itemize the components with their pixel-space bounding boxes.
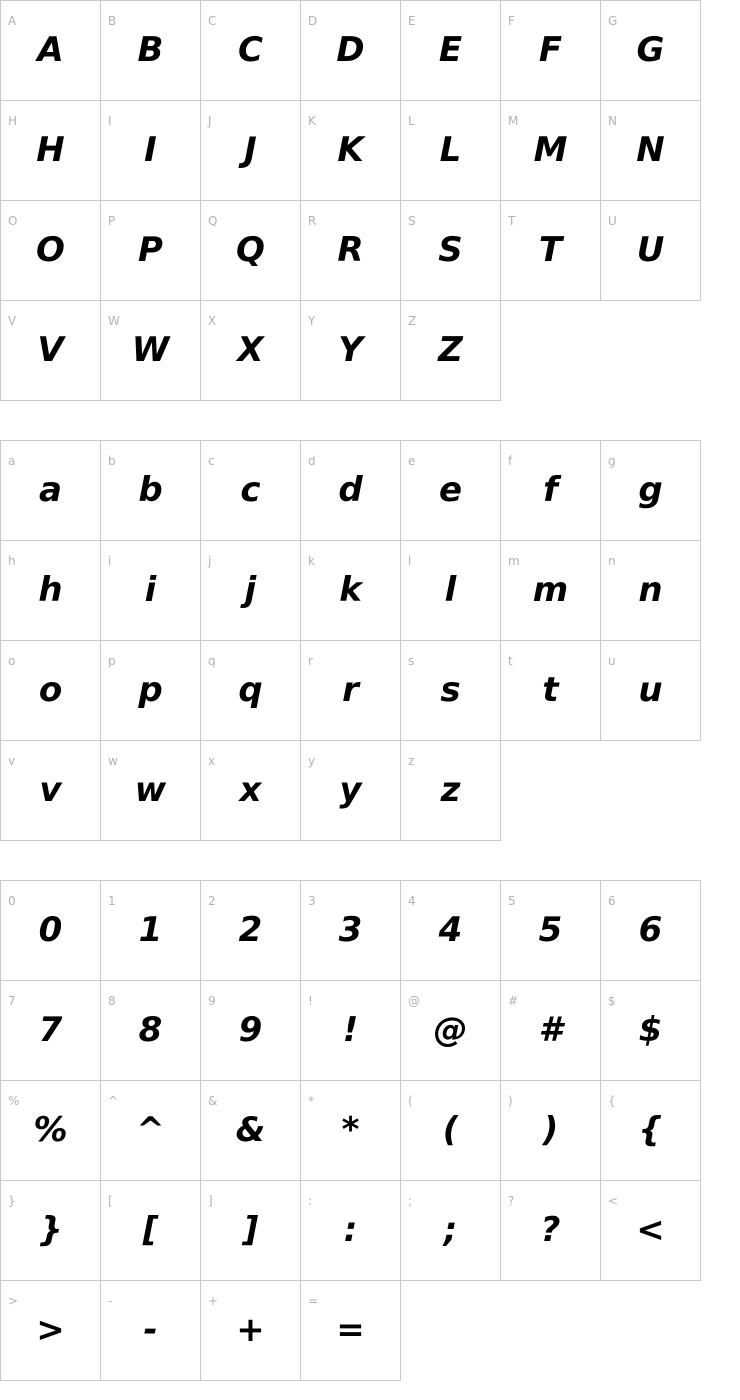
glyph-cell xyxy=(401,641,501,741)
glyph-preview: O xyxy=(36,230,65,270)
glyph-code-label: t xyxy=(508,654,513,668)
glyph-preview: U xyxy=(636,230,665,270)
glyph-preview: N xyxy=(636,130,665,170)
glyph-cell xyxy=(601,101,701,201)
glyph-cell xyxy=(1,641,101,741)
glyph-preview: 5 xyxy=(538,910,563,950)
glyph-code-label: q xyxy=(208,654,216,668)
glyph-row xyxy=(1,641,701,741)
glyph-preview: * xyxy=(341,1110,360,1150)
glyph-cell xyxy=(301,981,401,1081)
glyph-code-label: L xyxy=(408,114,415,128)
glyph-code-label: 7 xyxy=(8,994,16,1008)
glyph-preview: [ xyxy=(142,1210,159,1250)
glyph-code-label: O xyxy=(8,214,18,228)
glyph-code-label: < xyxy=(608,1194,619,1208)
glyph-code-label: { xyxy=(608,1094,616,1108)
glyph-code-label: V xyxy=(8,314,17,328)
glyph-preview: = xyxy=(336,1310,365,1350)
glyph-preview: < xyxy=(636,1210,665,1250)
glyph-preview: ^ xyxy=(136,1110,165,1150)
glyph-cell xyxy=(201,541,301,641)
glyph-code-label: f xyxy=(508,454,513,468)
glyph-row xyxy=(1,201,701,301)
glyph-preview: h xyxy=(38,570,63,610)
glyph-code-label: 6 xyxy=(608,894,616,908)
glyph-cell xyxy=(301,301,401,401)
glyph-code-label: e xyxy=(408,454,416,468)
glyph-cell xyxy=(1,101,101,201)
glyph-code-label: I xyxy=(108,114,112,128)
glyph-cell xyxy=(101,1081,201,1181)
glyph-code-label: A xyxy=(8,14,17,28)
glyph-row xyxy=(1,1081,701,1181)
glyph-cell xyxy=(1,1,101,101)
glyph-preview: W xyxy=(131,330,170,370)
glyph-cell xyxy=(501,541,601,641)
glyph-cell xyxy=(601,201,701,301)
glyph-code-label: $ xyxy=(608,994,616,1008)
glyph-cell xyxy=(301,1,401,101)
glyph-preview: n xyxy=(638,570,663,610)
glyph-code-label: m xyxy=(508,554,520,568)
glyph-preview: T xyxy=(538,230,563,270)
glyph-cell xyxy=(201,741,301,841)
glyph-preview: b xyxy=(138,470,163,510)
glyph-preview: Z xyxy=(438,330,463,370)
glyph-row xyxy=(1,881,701,981)
glyph-preview: P xyxy=(138,230,163,270)
glyph-cell xyxy=(401,981,501,1081)
glyph-code-label: p xyxy=(108,654,116,668)
glyph-preview: a xyxy=(39,470,62,510)
glyph-cell xyxy=(101,881,201,981)
glyph-code-label: C xyxy=(208,14,217,28)
glyph-cell xyxy=(301,1081,401,1181)
glyph-cell xyxy=(201,301,301,401)
glyph-cell xyxy=(201,1081,301,1181)
glyph-preview: 9 xyxy=(238,1010,263,1050)
glyph-cell xyxy=(401,741,501,841)
glyph-preview: d xyxy=(338,470,363,510)
glyph-code-label: S xyxy=(408,214,416,228)
glyph-code-label: 3 xyxy=(308,894,316,908)
glyph-code-label: i xyxy=(108,554,112,568)
lowercase-glyph-grid xyxy=(0,440,701,841)
glyph-code-label: Z xyxy=(408,314,417,328)
glyph-row xyxy=(1,1281,701,1381)
glyph-code-label: n xyxy=(608,554,616,568)
glyph-preview: A xyxy=(37,30,64,70)
glyph-code-label: j xyxy=(208,554,212,568)
glyph-code-label: v xyxy=(8,754,16,768)
glyph-preview: z xyxy=(440,770,461,810)
glyph-cell xyxy=(501,201,601,301)
glyph-row xyxy=(1,1,701,101)
glyph-preview: g xyxy=(638,470,663,510)
glyph-row xyxy=(1,741,701,841)
glyph-cell xyxy=(201,641,301,741)
glyph-cell xyxy=(1,301,101,401)
glyph-cell xyxy=(201,201,301,301)
glyph-code-label: b xyxy=(108,454,116,468)
glyph-cell xyxy=(501,1,601,101)
glyph-preview: H xyxy=(36,130,65,170)
glyph-preview: D xyxy=(336,30,365,70)
glyph-cell xyxy=(501,981,601,1081)
glyph-cell xyxy=(101,981,201,1081)
glyph-cell xyxy=(201,981,301,1081)
glyph-code-label: W xyxy=(108,314,120,328)
glyph-cell xyxy=(301,201,401,301)
glyph-preview: B xyxy=(137,30,164,70)
glyph-cell xyxy=(1,1181,101,1281)
glyph-preview: w xyxy=(134,770,167,810)
glyph-code-label: F xyxy=(508,14,515,28)
glyph-cell xyxy=(501,641,601,741)
glyph-preview: S xyxy=(438,230,463,270)
glyph-row xyxy=(1,541,701,641)
glyph-code-label: @ xyxy=(408,994,420,1008)
glyph-preview: e xyxy=(438,470,463,510)
glyph-cell xyxy=(501,101,601,201)
glyph-cell xyxy=(601,441,701,541)
glyph-code-label: : xyxy=(308,1194,313,1208)
digits-symbols-glyph-grid xyxy=(0,880,701,1381)
glyph-preview: R xyxy=(337,230,364,270)
glyph-code-label: P xyxy=(108,214,116,228)
glyph-preview: M xyxy=(533,130,568,170)
glyph-code-label: U xyxy=(608,214,617,228)
glyph-cell xyxy=(501,441,601,541)
glyph-preview: u xyxy=(638,670,663,710)
glyph-code-label: J xyxy=(208,114,212,128)
glyph-row xyxy=(1,301,701,401)
glyph-cell xyxy=(101,441,201,541)
glyph-row xyxy=(1,1181,701,1281)
glyph-code-label: 2 xyxy=(208,894,216,908)
glyph-preview: } xyxy=(38,1210,63,1250)
glyph-preview: F xyxy=(538,30,563,70)
glyph-code-label: s xyxy=(408,654,415,668)
glyph-cell xyxy=(1,441,101,541)
glyph-code-label: d xyxy=(308,454,316,468)
glyph-code-label: D xyxy=(308,14,318,28)
glyph-cell xyxy=(201,881,301,981)
glyph-preview: x xyxy=(239,770,262,810)
glyph-cell xyxy=(301,101,401,201)
glyph-cell xyxy=(601,881,701,981)
glyph-code-label: + xyxy=(208,1294,219,1308)
glyph-code-label: E xyxy=(408,14,416,28)
glyph-preview: & xyxy=(235,1110,266,1150)
glyph-cell xyxy=(301,881,401,981)
glyph-code-label: K xyxy=(308,114,316,128)
glyph-code-label: ^ xyxy=(108,1094,119,1108)
glyph-preview: + xyxy=(236,1310,265,1350)
glyph-code-label: & xyxy=(208,1094,218,1108)
glyph-preview: 3 xyxy=(338,910,363,950)
glyph-preview: Q xyxy=(236,230,265,270)
glyph-preview: : xyxy=(343,1210,358,1250)
glyph-code-label: ) xyxy=(508,1094,513,1108)
glyph-preview: 4 xyxy=(438,910,463,950)
glyph-code-label: 0 xyxy=(8,894,16,908)
glyph-preview: ; xyxy=(443,1210,458,1250)
glyph-preview: $ xyxy=(638,1010,663,1050)
glyph-preview: Y xyxy=(338,330,363,370)
glyph-cell xyxy=(101,541,201,641)
glyph-cell xyxy=(201,1281,301,1381)
glyph-code-label: g xyxy=(608,454,616,468)
glyph-code-label: x xyxy=(208,754,216,768)
glyph-preview: t xyxy=(542,670,559,710)
glyph-preview: m xyxy=(532,570,569,610)
glyph-preview: r xyxy=(342,670,359,710)
glyph-cell xyxy=(101,1,201,101)
glyph-preview: X xyxy=(237,330,264,370)
glyph-preview: j xyxy=(244,570,257,610)
glyph-cell xyxy=(101,301,201,401)
glyph-cell xyxy=(601,981,701,1081)
glyph-preview: 8 xyxy=(138,1010,163,1050)
glyph-code-label: ] xyxy=(208,1194,213,1208)
glyph-preview: c xyxy=(240,470,261,510)
glyph-cell xyxy=(101,1281,201,1381)
glyph-code-label: o xyxy=(8,654,16,668)
glyph-code-label: a xyxy=(8,454,16,468)
glyph-cell xyxy=(601,1,701,101)
glyph-code-label: z xyxy=(408,754,415,768)
glyph-cell xyxy=(301,1281,401,1381)
glyph-preview: 1 xyxy=(138,910,163,950)
glyph-code-label: N xyxy=(608,114,617,128)
glyph-preview: v xyxy=(39,770,62,810)
glyph-preview: i xyxy=(144,570,157,610)
glyph-cell xyxy=(101,1181,201,1281)
glyph-preview: k xyxy=(339,570,362,610)
glyph-code-label: X xyxy=(208,314,217,328)
glyph-code-label: 8 xyxy=(108,994,116,1008)
glyph-cell xyxy=(1,741,101,841)
glyph-cell xyxy=(101,101,201,201)
glyph-cell xyxy=(1,1281,101,1381)
glyph-cell xyxy=(401,101,501,201)
glyph-code-label: ! xyxy=(308,994,313,1008)
glyph-preview: f xyxy=(543,470,558,510)
glyph-preview: I xyxy=(144,130,157,170)
glyph-preview: L xyxy=(439,130,462,170)
glyph-code-label: y xyxy=(308,754,316,768)
glyph-preview: y xyxy=(339,770,362,810)
glyph-code-label: 4 xyxy=(408,894,416,908)
glyph-code-label: l xyxy=(408,554,412,568)
glyph-cell xyxy=(601,541,701,641)
glyph-preview: q xyxy=(238,670,263,710)
glyph-cell xyxy=(201,441,301,541)
glyph-code-label: Y xyxy=(308,314,316,328)
glyph-code-label: M xyxy=(508,114,519,128)
glyph-code-label: h xyxy=(8,554,16,568)
glyph-code-label: 9 xyxy=(208,994,216,1008)
glyph-cell xyxy=(501,881,601,981)
glyph-code-label: Q xyxy=(208,214,218,228)
glyph-cell xyxy=(601,1181,701,1281)
glyph-cell xyxy=(301,541,401,641)
glyph-preview: @ xyxy=(433,1010,468,1050)
glyph-preview: 6 xyxy=(638,910,663,950)
glyph-cell xyxy=(101,741,201,841)
glyph-preview: l xyxy=(444,570,457,610)
glyph-cell xyxy=(601,1081,701,1181)
glyph-cell xyxy=(401,441,501,541)
glyph-code-label: H xyxy=(8,114,18,128)
glyph-preview: G xyxy=(636,30,665,70)
glyph-cell xyxy=(101,201,201,301)
glyph-code-label: > xyxy=(8,1294,19,1308)
glyph-preview: C xyxy=(238,30,263,70)
glyph-cell xyxy=(201,1,301,101)
glyph-preview: % xyxy=(33,1110,68,1150)
glyph-preview: s xyxy=(440,670,461,710)
glyph-preview: ( xyxy=(442,1110,459,1150)
glyph-cell xyxy=(301,741,401,841)
glyph-row xyxy=(1,981,701,1081)
glyph-code-label: T xyxy=(508,214,516,228)
glyph-preview: ! xyxy=(342,1010,359,1050)
glyph-cell xyxy=(1,201,101,301)
glyph-preview: p xyxy=(138,670,163,710)
glyph-code-label: G xyxy=(608,14,618,28)
glyph-code-label: r xyxy=(308,654,313,668)
glyph-code-label: # xyxy=(508,994,519,1008)
glyph-cell xyxy=(1,981,101,1081)
glyph-code-label: * xyxy=(308,1094,314,1108)
glyph-code-label: - xyxy=(108,1294,113,1308)
glyph-preview: ) xyxy=(542,1110,559,1150)
glyph-cell xyxy=(301,441,401,541)
glyph-code-label: k xyxy=(308,554,315,568)
glyph-row xyxy=(1,101,701,201)
glyph-cell xyxy=(401,1081,501,1181)
glyph-cell xyxy=(201,1181,301,1281)
glyph-code-label: w xyxy=(108,754,118,768)
glyph-preview: 0 xyxy=(38,910,63,950)
glyph-preview: ? xyxy=(540,1210,561,1250)
glyph-preview: E xyxy=(438,30,463,70)
glyph-code-label: ? xyxy=(508,1194,515,1208)
glyph-row xyxy=(1,441,701,541)
glyph-cell xyxy=(501,1081,601,1181)
glyph-preview: ] xyxy=(242,1210,259,1250)
glyph-cell xyxy=(401,1181,501,1281)
glyph-cell xyxy=(201,101,301,201)
glyph-preview: V xyxy=(37,330,64,370)
glyph-preview: 2 xyxy=(238,910,263,950)
glyph-cell xyxy=(1,881,101,981)
glyph-cell xyxy=(401,301,501,401)
glyph-preview: - xyxy=(143,1310,158,1350)
glyph-code-label: ; xyxy=(408,1194,413,1208)
glyph-code-label: c xyxy=(208,454,215,468)
glyph-cell xyxy=(401,1,501,101)
glyph-code-label: [ xyxy=(108,1194,113,1208)
uppercase-glyph-grid xyxy=(0,0,701,401)
glyph-preview: 7 xyxy=(38,1010,63,1050)
glyph-code-label: B xyxy=(108,14,117,28)
glyph-cell xyxy=(601,641,701,741)
glyph-code-label: R xyxy=(308,214,317,228)
glyph-cell xyxy=(401,201,501,301)
glyph-cell xyxy=(301,1181,401,1281)
glyph-cell xyxy=(1,541,101,641)
glyph-cell xyxy=(401,541,501,641)
glyph-cell xyxy=(1,1081,101,1181)
glyph-preview: { xyxy=(638,1110,663,1150)
glyph-code-label: } xyxy=(8,1194,16,1208)
glyph-preview: > xyxy=(36,1310,65,1350)
glyph-code-label: % xyxy=(8,1094,20,1108)
glyph-cell xyxy=(401,881,501,981)
glyph-preview: J xyxy=(244,130,257,170)
glyph-code-label: u xyxy=(608,654,616,668)
glyph-code-label: ( xyxy=(408,1094,413,1108)
glyph-preview: o xyxy=(38,670,63,710)
glyph-preview: K xyxy=(337,130,364,170)
glyph-code-label: 5 xyxy=(508,894,516,908)
glyph-preview: # xyxy=(538,1010,563,1050)
glyph-cell xyxy=(501,1181,601,1281)
glyph-cell xyxy=(101,641,201,741)
glyph-code-label: 1 xyxy=(108,894,116,908)
glyph-code-label: = xyxy=(308,1294,319,1308)
glyph-cell xyxy=(301,641,401,741)
